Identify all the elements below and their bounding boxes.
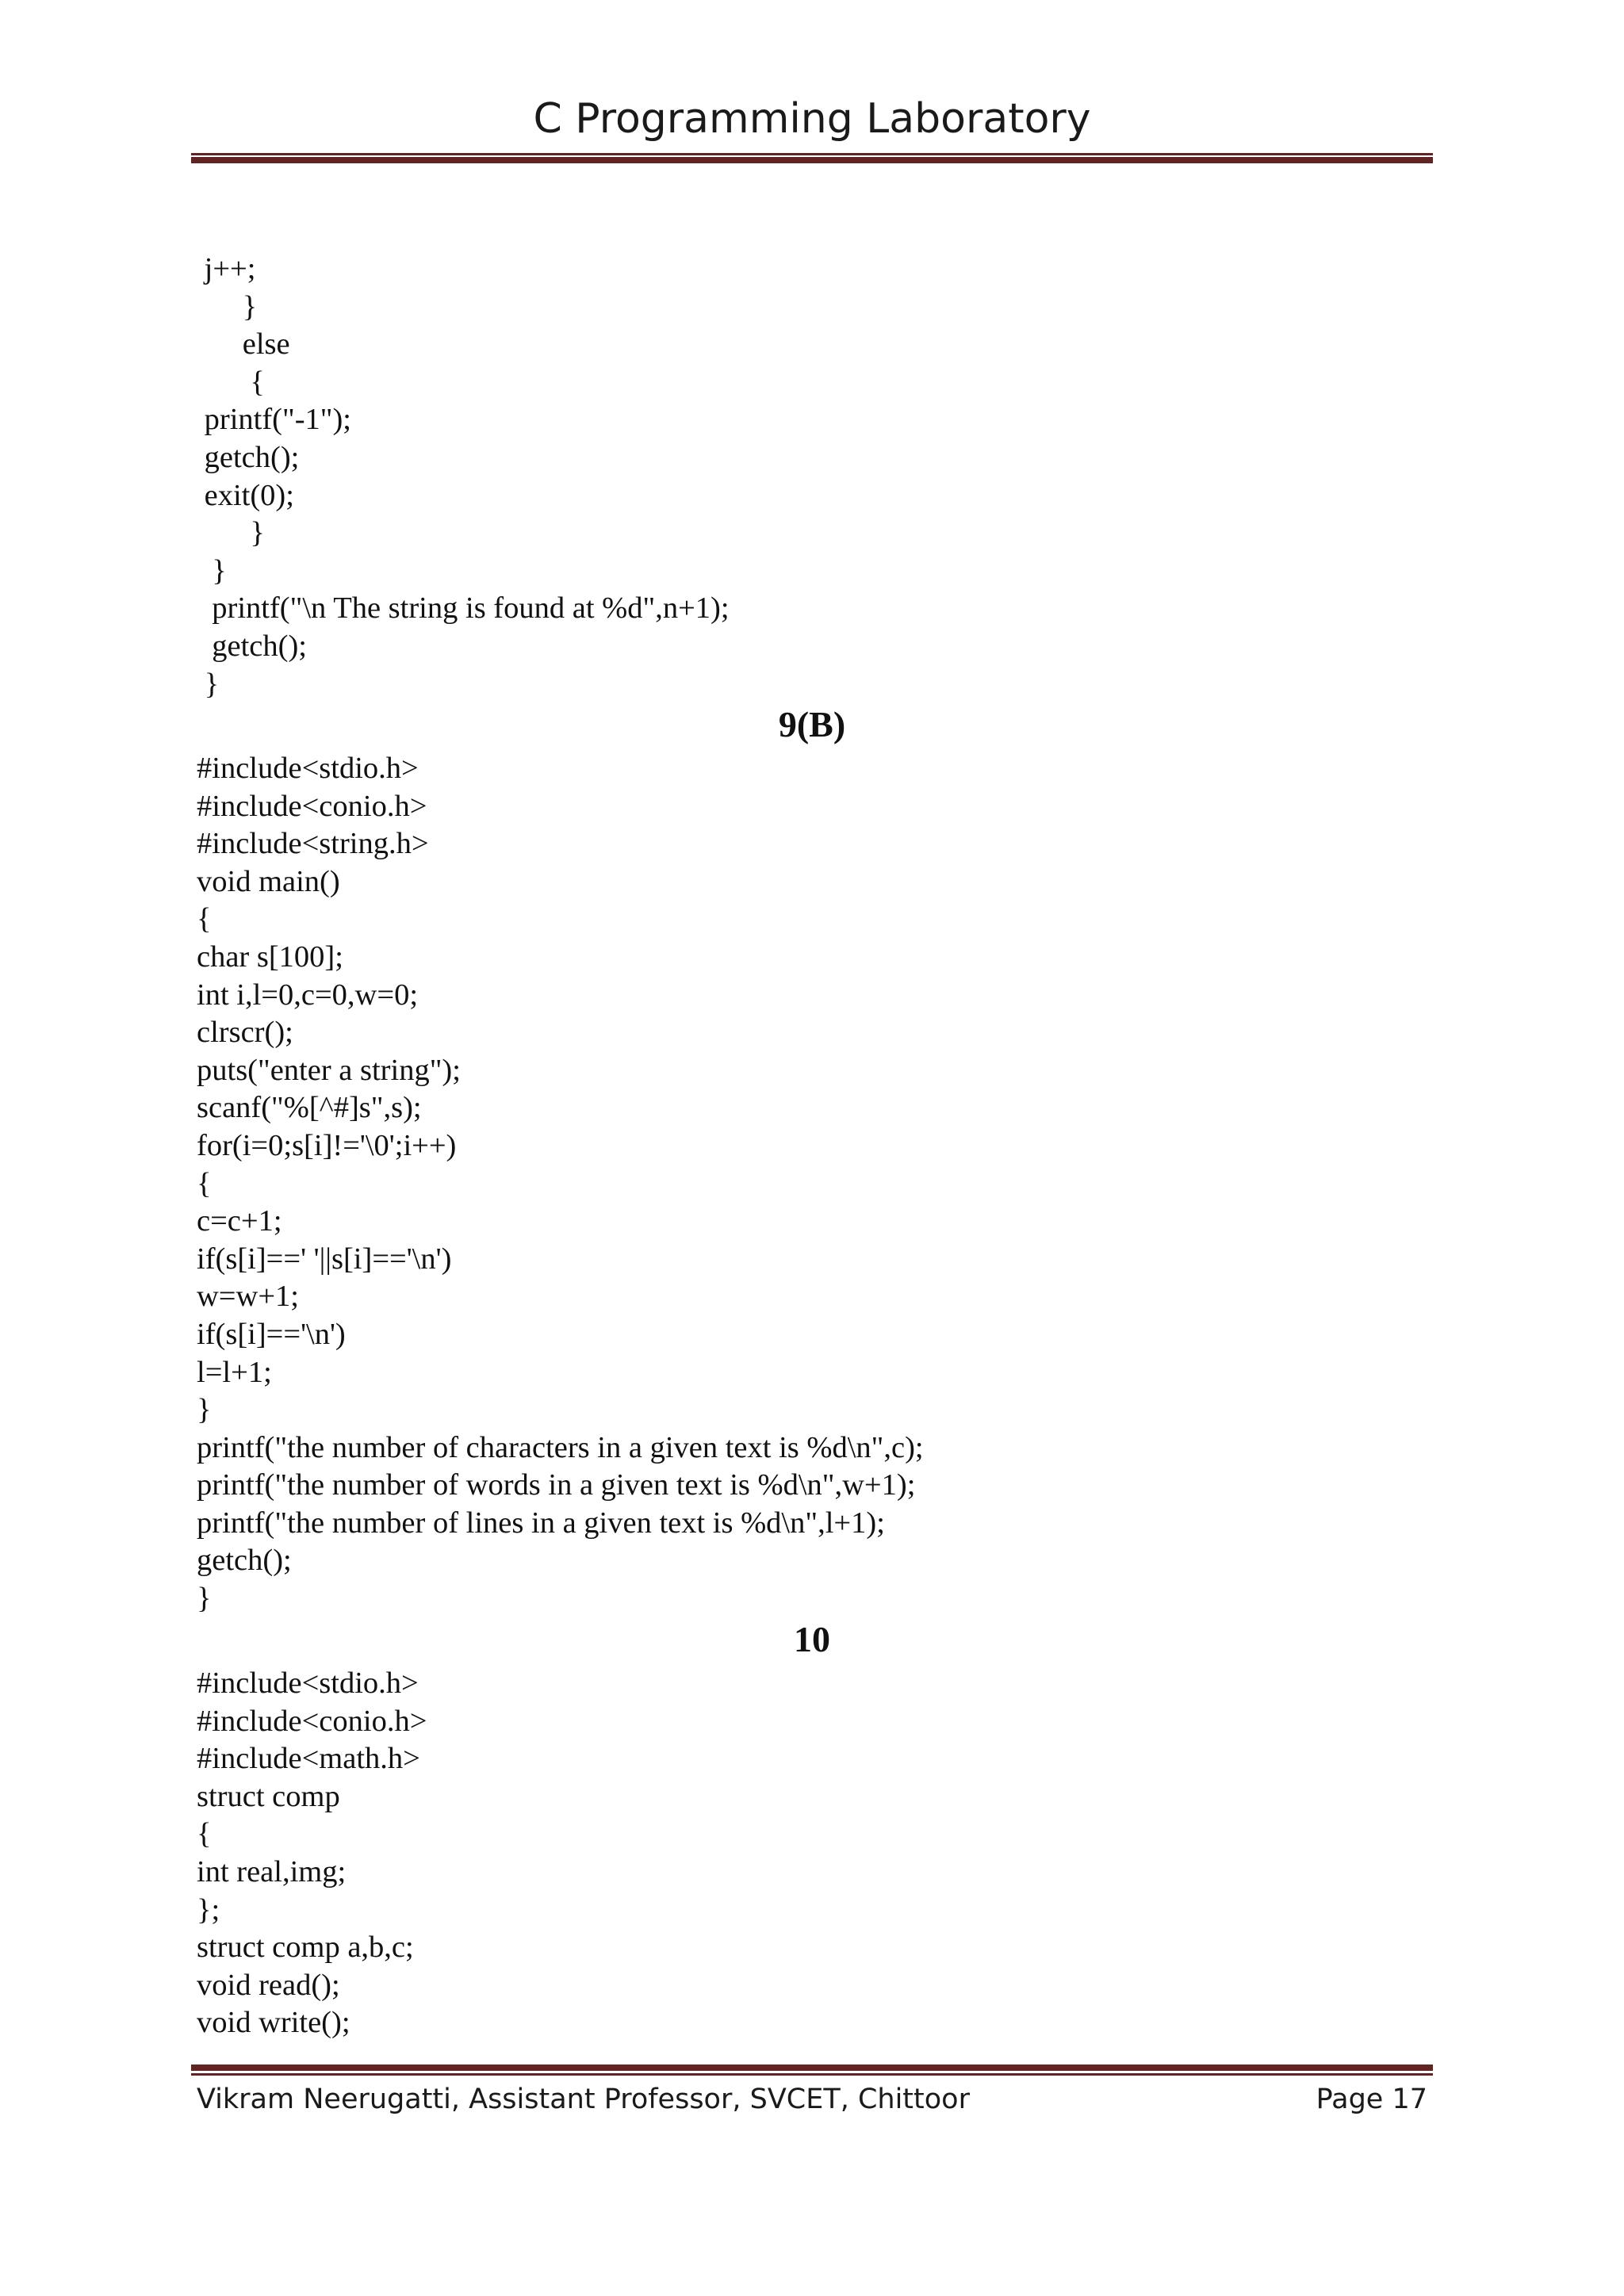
code-line: w=w+1; [197, 1280, 299, 1314]
code-line: j++; [197, 252, 256, 285]
code-line: #include<math.h> [197, 1742, 420, 1776]
document-title: C Programming Laboratory [533, 95, 1091, 143]
code-line: char s[100]; [197, 939, 343, 974]
code-line: printf("-1"); [197, 403, 352, 437]
header-rule-thick [191, 157, 1433, 163]
code-line: { [197, 365, 265, 399]
code-line: #include<conio.h> [197, 1704, 427, 1738]
code-line: #include<stdio.h> [197, 1667, 419, 1700]
code-line: { [197, 1817, 212, 1851]
code-line: struct comp a,b,c; [197, 1931, 414, 1965]
code-line: scanf("%[^#]s",s); [197, 1091, 422, 1125]
code-line: } [197, 553, 227, 587]
code-line: getch(); [197, 629, 307, 663]
footer-author: Vikram Neerugatti, Assistant Professor, SVCET, Chittoor [197, 2084, 970, 2115]
code-line: int real,img; [197, 1854, 347, 1888]
code-block-10 [197, 1665, 1418, 2042]
footer-rule-thin [191, 2073, 1433, 2076]
code-line: void write(); [197, 2006, 350, 2040]
code-line: #include<stdio.h> [197, 752, 419, 785]
code-line: printf("the number of words in a given text is %d\n",w+1); [197, 1468, 916, 1502]
code-line: else [197, 327, 290, 362]
code-line: getch(); [197, 1544, 292, 1578]
page-number: Page 17 [1316, 2084, 1427, 2115]
code-line: printf("\n The string is found at %d",n+1); [197, 591, 730, 626]
code-line: printf("the number of lines in a given text is %d\n",l+1); [197, 1506, 885, 1540]
code-line: } [197, 516, 265, 550]
code-line: int i,l=0,c=0,w=0; [197, 978, 419, 1012]
code-line: } [197, 667, 220, 701]
code-line: if(s[i]=='\n') [197, 1317, 346, 1351]
code-line: void read(); [197, 1968, 340, 2002]
code-line: } [197, 1393, 212, 1427]
section-heading-9b: 9(B) [778, 704, 846, 744]
code-line: getch(); [197, 440, 300, 474]
code-line: printf("the number of characters in a given text is %d\n",c); [197, 1430, 924, 1464]
code-line: }; [197, 1892, 220, 1927]
code-line: { [197, 902, 212, 936]
code-line: struct comp [197, 1779, 340, 1813]
section-heading-10: 10 [794, 1619, 830, 1659]
code-line: l=l+1; [197, 1355, 272, 1389]
code-continuation [197, 251, 1418, 703]
footer-rule-thick [191, 2064, 1433, 2071]
code-line: c=c+1; [197, 1204, 282, 1238]
code-line: } [197, 289, 258, 323]
header-rule-thin [191, 153, 1433, 155]
code-line: { [197, 1166, 212, 1200]
code-block-9b [197, 750, 1418, 1618]
code-line: clrscr(); [197, 1016, 293, 1050]
code-line: puts("enter a string"); [197, 1053, 461, 1087]
code-line: for(i=0;s[i]!='\0';i++) [197, 1128, 457, 1162]
code-line: #include<string.h> [197, 827, 429, 861]
code-line: exit(0); [197, 478, 294, 512]
code-line: } [197, 1582, 212, 1616]
code-line: void main() [197, 864, 340, 898]
code-line: #include<conio.h> [197, 789, 427, 823]
code-line: if(s[i]==' '||s[i]=='\n') [197, 1242, 452, 1276]
